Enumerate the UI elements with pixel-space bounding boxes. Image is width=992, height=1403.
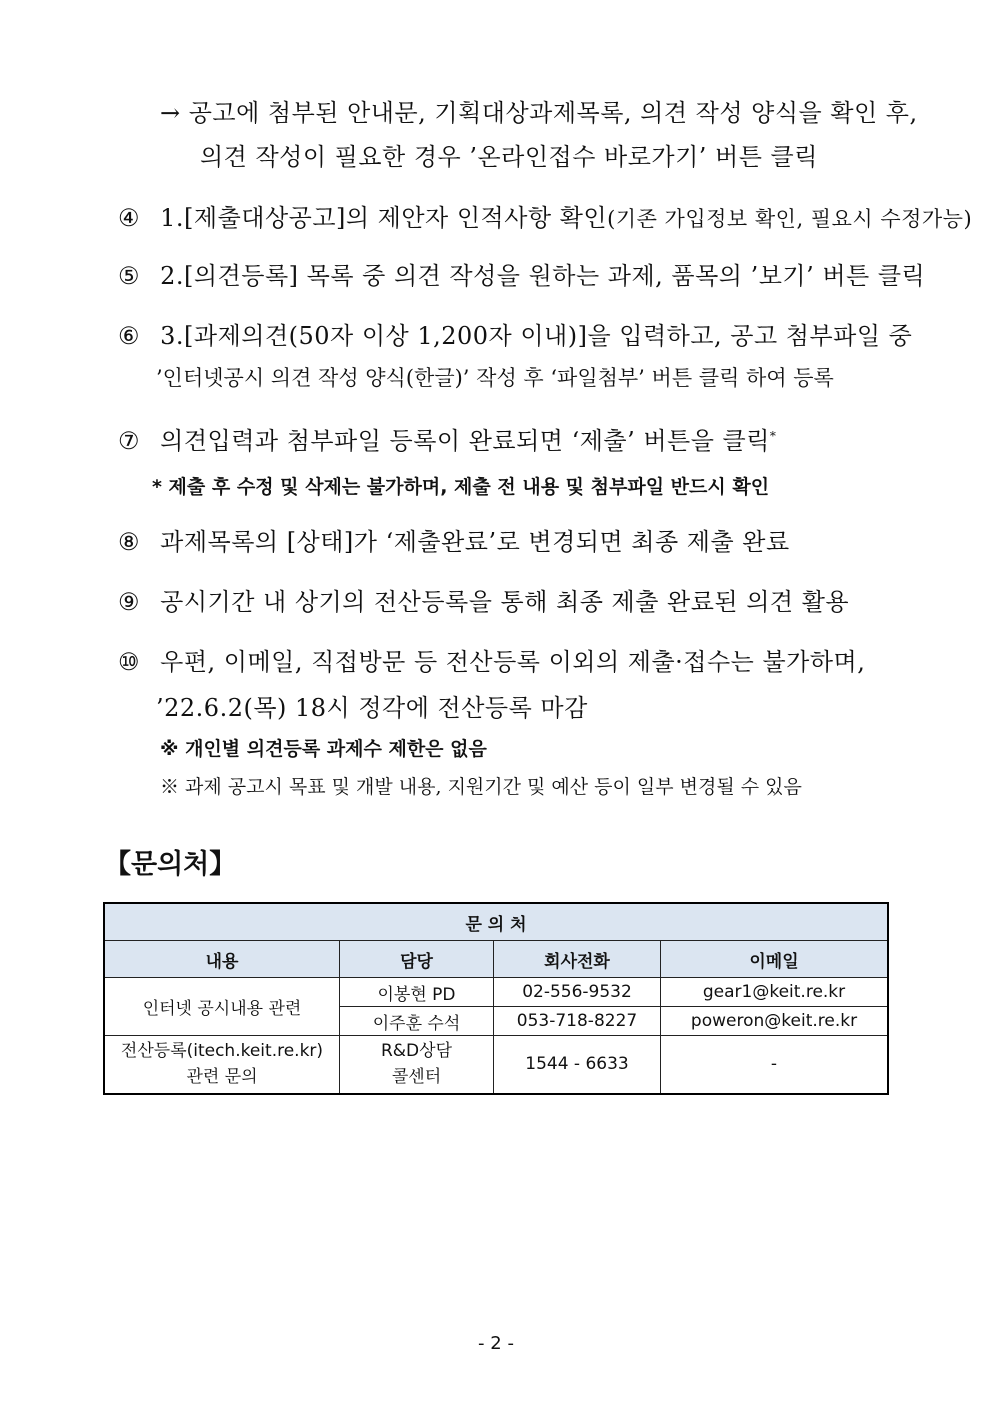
step-10-line2: ’22.6.2(목) 18시 정각에 전산등록 마감: [156, 694, 588, 722]
step-6-number: ⑥: [118, 322, 141, 350]
step-arrow-line2: 의견 작성이 필요한 경우 ’온라인접수 바로가기’ 버튼 클릭: [200, 143, 818, 171]
row1b-email[interactable]: poweron@keit.re.kr: [661, 1007, 889, 1036]
contact-table-header-row: [104, 941, 888, 978]
contact-table-title-row: [104, 903, 888, 941]
step-7-text: 의견입력과 첨부파일 등록이 완료되면 ‘제출’ 버튼을 클릭: [160, 427, 770, 455]
header-email: 이메일: [661, 941, 889, 978]
step-6-line2: ’인터넷공시 의견 작성 양식(한글)’ 작성 후 ‘파일첨부’ 버튼 클릭 하여 등록: [156, 366, 834, 390]
note-may-change: ※ 과제 공고시 목표 및 개발 내용, 지원기간 및 예산 등이 일부 변경될 수 있음: [160, 776, 802, 798]
step-7-note: * 제출 후 수정 및 삭제는 불가하며, 제출 전 내용 및 첨부파일 반드시 확인: [152, 476, 770, 498]
row2-person: [340, 1036, 494, 1094]
row1-subject: 인터넷 공시내용 관련: [104, 978, 340, 1036]
row1a-phone: 02-556-9532: [494, 978, 661, 1007]
step-10: [118, 642, 865, 677]
step-4-number: ④: [118, 204, 141, 232]
contact-table-title: 문 의 처: [104, 903, 888, 941]
row2-person-line2: 콜센터: [391, 1067, 442, 1088]
step-6-line1: 3.[과제의견(50자 이상 1,200자 이내)]을 입력하고, 공고 첨부파일 중: [160, 322, 913, 350]
step-arrow-line1: → 공고에 첨부된 안내문, 기획대상과제목록, 의견 작성 양식을 확인 후,: [160, 99, 918, 127]
step-4-note: (기존 가입정보 확인, 필요시 수정가능): [607, 207, 973, 231]
step-9: [118, 582, 849, 617]
step-8-text: 과제목록의 [상태]가 ‘제출완료’로 변경되면 최종 제출 완료: [160, 528, 790, 556]
step-5-text: 2.[의견등록] 목록 중 의견 작성을 원하는 과제, 품목의 ’보기’ 버튼 클릭: [160, 262, 926, 290]
header-person: 담당: [340, 941, 494, 978]
header-content: 내용: [104, 941, 340, 978]
table-row: [104, 978, 888, 1007]
row2-phone: 1544 - 6633: [494, 1036, 661, 1094]
step-4-text: 1.[제출대상공고]의 제안자 인적사항 확인: [160, 204, 608, 232]
step-7-number: ⑦: [118, 427, 141, 455]
row2-person-line1: R&D상담: [380, 1041, 452, 1062]
row1b-phone: 053-718-8227: [494, 1007, 661, 1036]
step-6: [118, 316, 912, 351]
table-row: [104, 1036, 888, 1094]
step-7-footnote-mark: *: [769, 429, 777, 443]
row1a-email[interactable]: gear1@keit.re.kr: [661, 978, 889, 1007]
step-10-number: ⑩: [118, 648, 141, 676]
contact-table: [103, 902, 889, 1095]
row2-subject-line2: 관련 문의: [186, 1067, 258, 1088]
row2-subject-line1[interactable]: 전산등록(itech.keit.re.kr): [120, 1041, 324, 1062]
contact-section-title: 【문의처】: [104, 849, 237, 880]
page-number: - 2 -: [478, 1333, 514, 1354]
step-5: [118, 256, 925, 291]
step-8: [118, 522, 790, 557]
step-4: [118, 198, 972, 233]
row1b-person: 이주훈 수석: [340, 1007, 494, 1036]
step-9-number: ⑨: [118, 588, 141, 616]
step-7: [118, 421, 776, 456]
step-8-number: ⑧: [118, 528, 141, 556]
step-10-line1: 우편, 이메일, 직접방문 등 전산등록 이외의 제출·접수는 불가하며,: [160, 648, 866, 676]
row1a-person: 이봉현 PD: [340, 978, 494, 1007]
step-9-text: 공시기간 내 상기의 전산등록을 통해 최종 제출 완료된 의견 활용: [160, 588, 850, 616]
row2-subject: [104, 1036, 340, 1094]
row2-email: -: [661, 1036, 889, 1094]
header-phone: 회사전화: [494, 941, 661, 978]
step-5-number: ⑤: [118, 262, 141, 290]
note-no-limit: ※ 개인별 의견등록 과제수 제한은 없음: [160, 738, 487, 760]
